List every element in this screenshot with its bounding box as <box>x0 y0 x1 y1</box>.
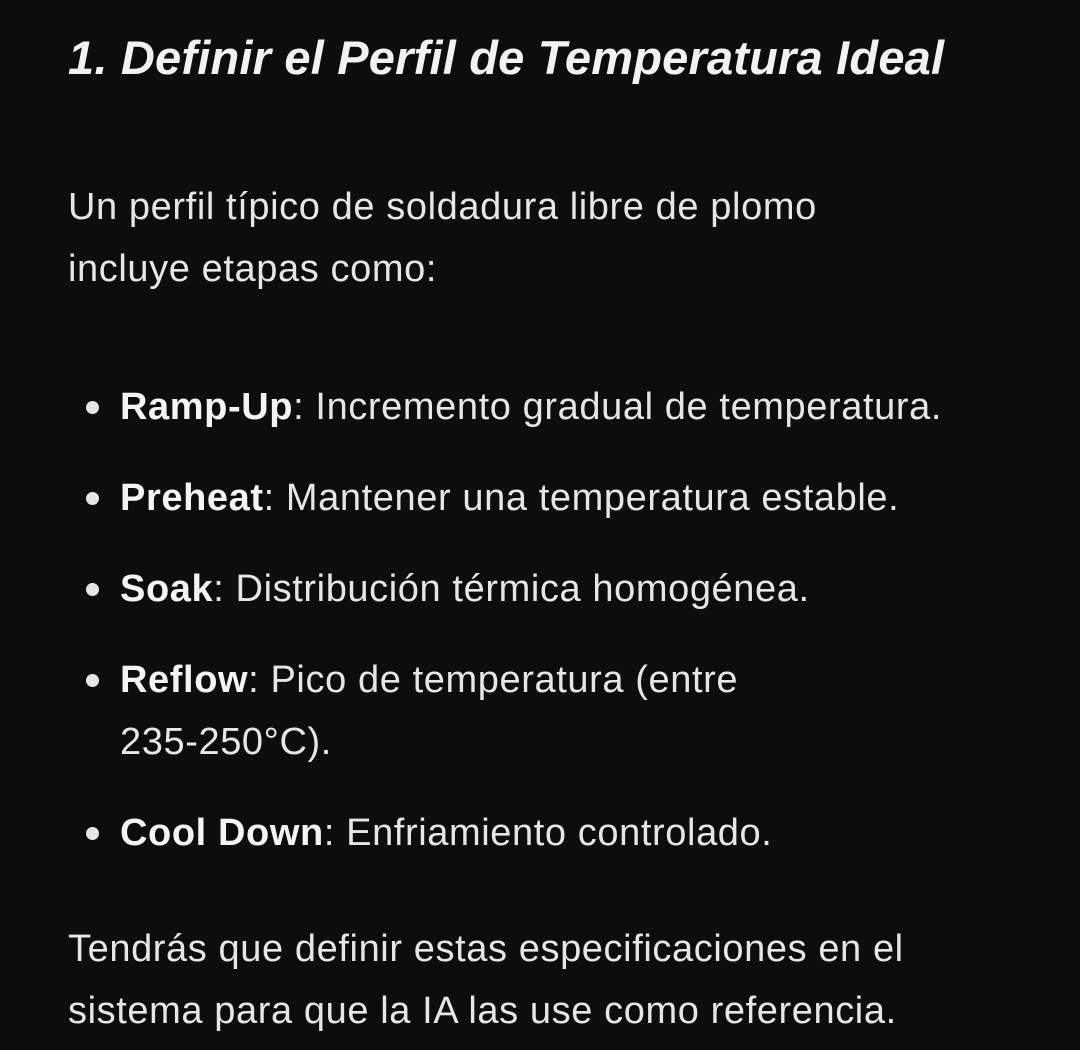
bullet-icon <box>86 401 99 414</box>
bullet-icon <box>86 827 99 840</box>
list-item <box>68 558 1058 620</box>
message-content <box>68 28 1058 1042</box>
bullet-icon <box>86 583 99 596</box>
stage-term: Cool Down <box>120 812 324 854</box>
stage-description: : Pico de temperatura (entre 235-250°C). <box>120 659 739 763</box>
list-item <box>68 802 1058 864</box>
stage-description: : Mantener una temperatura estable. <box>263 477 900 519</box>
stage-description: : Enfriamiento controlado. <box>323 812 773 854</box>
list-item <box>68 376 1058 438</box>
stage-term: Preheat <box>120 477 264 519</box>
outro-paragraph: Tendrás que definir estas especificaciones en el sistema para que la IA las use como referencia. <box>68 928 904 1032</box>
list-item <box>68 649 820 773</box>
section-heading: 1. Definir el Perfil de Temperatura Ideal <box>68 31 945 84</box>
stage-term: Ramp-Up <box>120 386 294 428</box>
stage-term: Reflow <box>120 659 249 701</box>
stage-term: Soak <box>120 568 214 610</box>
stage-description: : Distribución térmica homogénea. <box>213 568 810 610</box>
bullet-icon <box>86 674 99 687</box>
stage-list <box>68 376 1058 864</box>
bullet-icon <box>86 492 99 505</box>
stage-description: : Incremento gradual de temperatura. <box>293 386 943 428</box>
intro-paragraph: Un perfil típico de soldadura libre de plomo incluye etapas como: <box>68 186 817 290</box>
list-item <box>68 467 1058 529</box>
